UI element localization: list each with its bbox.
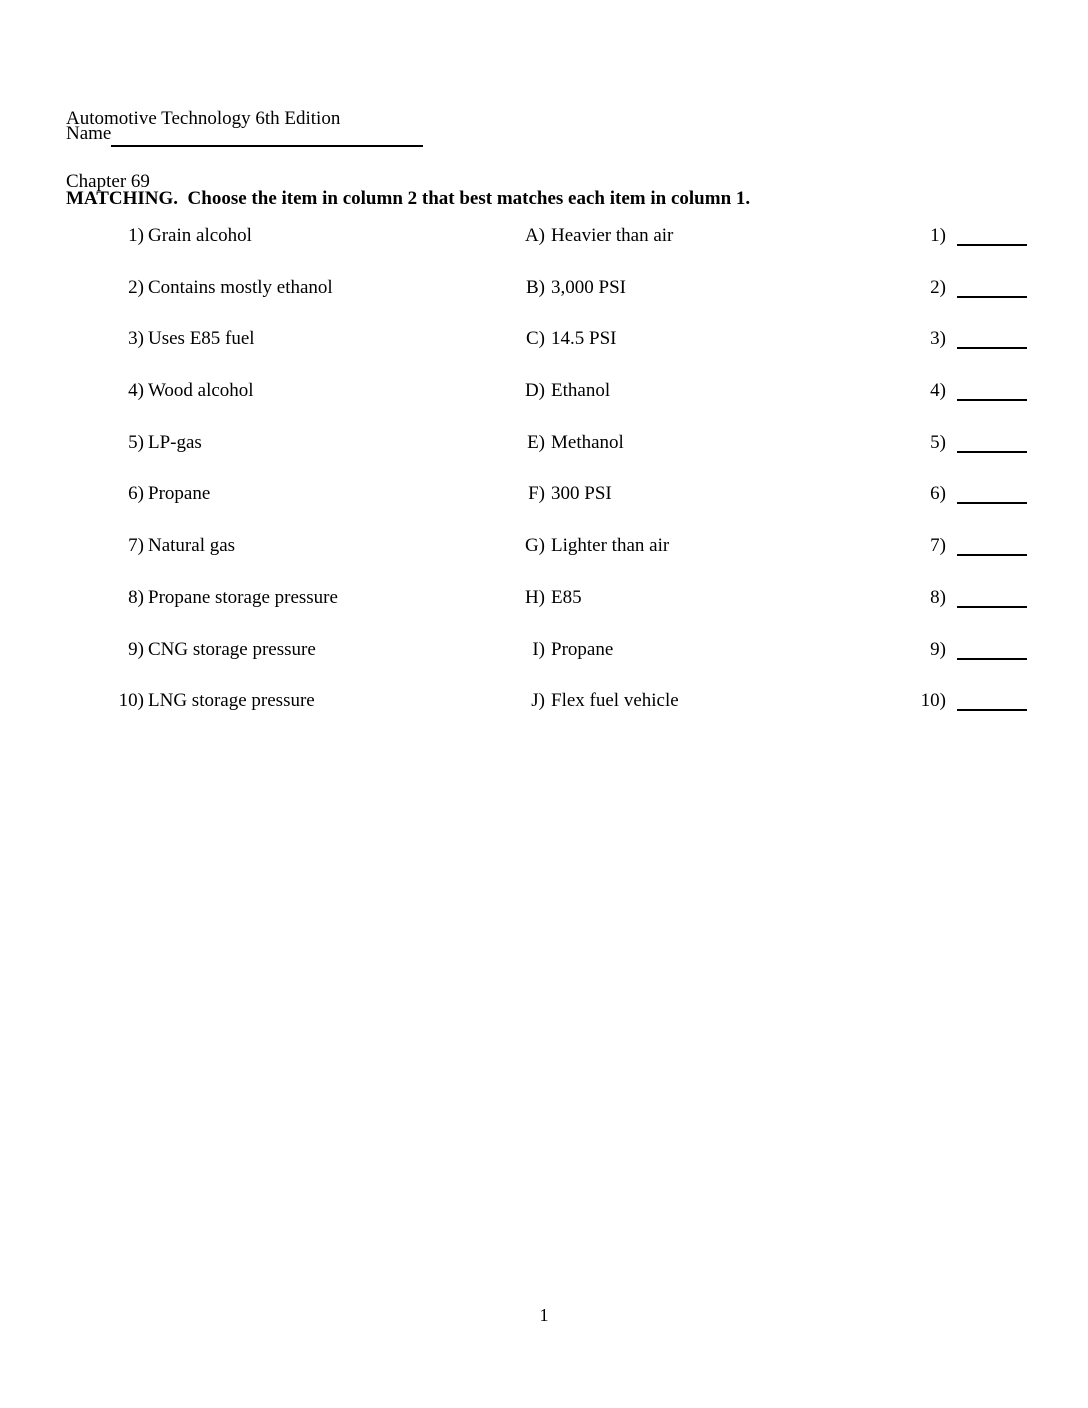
matching-row — [0, 328, 1088, 380]
answer-blank[interactable] — [957, 502, 1027, 504]
page-number: 1 — [539, 1305, 549, 1325]
matching-instructions: MATCHING. Choose the item in column 2 that best matches each item in column 1. — [66, 188, 751, 209]
column1-item: Natural gas — [148, 535, 236, 557]
answer-number: 4) — [930, 380, 946, 402]
column1-number: 2) — [128, 276, 144, 298]
column1-number: 6) — [128, 483, 144, 505]
column2-item: Flex fuel vehicle — [551, 690, 679, 712]
chapter-title: Chapter 69 — [66, 171, 150, 192]
column1-item: Contains mostly ethanol — [148, 276, 333, 298]
column1-item: Grain alcohol — [148, 225, 252, 246]
matching-row — [0, 690, 1088, 742]
answer-number: 3) — [930, 328, 946, 350]
column2-letter: A) — [524, 225, 545, 246]
column1-item: Wood alcohol — [148, 380, 254, 402]
answer-blank[interactable] — [957, 399, 1027, 401]
column1-item: LP-gas — [148, 431, 202, 453]
matching-row — [0, 483, 1088, 535]
answer-number: 2) — [930, 276, 946, 298]
column1-number: 4) — [128, 380, 144, 402]
column1-number: 10) — [118, 690, 144, 712]
answer-number: 10) — [920, 690, 946, 712]
column2-letter: H) — [524, 586, 545, 608]
answer-number: 1) — [930, 225, 946, 246]
answer-blank[interactable] — [957, 554, 1027, 556]
name-input-line[interactable] — [111, 126, 423, 147]
column1-item: LNG storage pressure — [148, 690, 315, 712]
answer-blank[interactable] — [957, 296, 1027, 298]
column1-item: Propane storage pressure — [148, 586, 338, 608]
answer-blank[interactable] — [957, 658, 1027, 660]
answer-number: 9) — [930, 638, 946, 660]
column2-letter: J) — [531, 690, 545, 712]
matching-row — [0, 225, 1088, 277]
column2-item: 3,000 PSI — [551, 276, 626, 298]
column2-item: Heavier than air — [551, 225, 674, 246]
name-section — [66, 123, 423, 145]
answer-number: 8) — [930, 586, 946, 608]
matching-row — [0, 587, 1088, 639]
column2-letter: G) — [524, 535, 545, 557]
column2-item: Propane — [551, 638, 614, 660]
answer-number: 5) — [930, 431, 946, 453]
column1-item: Uses E85 fuel — [148, 328, 255, 350]
name-label: Name — [66, 123, 112, 144]
column1-item: CNG storage pressure — [148, 638, 316, 660]
matching-row — [0, 432, 1088, 484]
column1-number: 7) — [128, 535, 144, 557]
column2-letter: C) — [526, 328, 545, 350]
answer-blank[interactable] — [957, 244, 1027, 246]
column2-letter: B) — [526, 276, 545, 298]
column2-letter: F) — [528, 483, 545, 505]
column2-item: 300 PSI — [551, 483, 612, 505]
column2-letter: D) — [524, 380, 545, 402]
matching-row — [0, 380, 1088, 432]
column1-item: Propane — [148, 483, 211, 505]
column2-item: Lighter than air — [551, 535, 670, 557]
answer-blank[interactable] — [957, 451, 1027, 453]
matching-list — [0, 225, 1088, 742]
matching-row — [0, 535, 1088, 587]
column1-number: 9) — [128, 638, 144, 660]
answer-blank[interactable] — [957, 606, 1027, 608]
column1-number: 8) — [128, 586, 144, 608]
answer-blank[interactable] — [957, 709, 1027, 711]
column1-number: 5) — [128, 431, 144, 453]
column2-item: Methanol — [551, 431, 624, 453]
column2-letter: I) — [532, 638, 545, 660]
answer-number: 6) — [930, 483, 946, 505]
column2-item: 14.5 PSI — [551, 328, 617, 350]
answer-blank[interactable] — [957, 347, 1027, 349]
answer-number: 7) — [930, 535, 946, 557]
column2-letter: E) — [527, 431, 545, 453]
column1-number: 3) — [128, 328, 144, 350]
book-title: Automotive Technology 6th Edition — [66, 108, 341, 129]
column2-item: E85 — [551, 586, 582, 608]
matching-row — [0, 639, 1088, 691]
column1-number: 1) — [128, 225, 144, 246]
matching-row — [0, 277, 1088, 329]
column2-item: Ethanol — [551, 380, 611, 402]
